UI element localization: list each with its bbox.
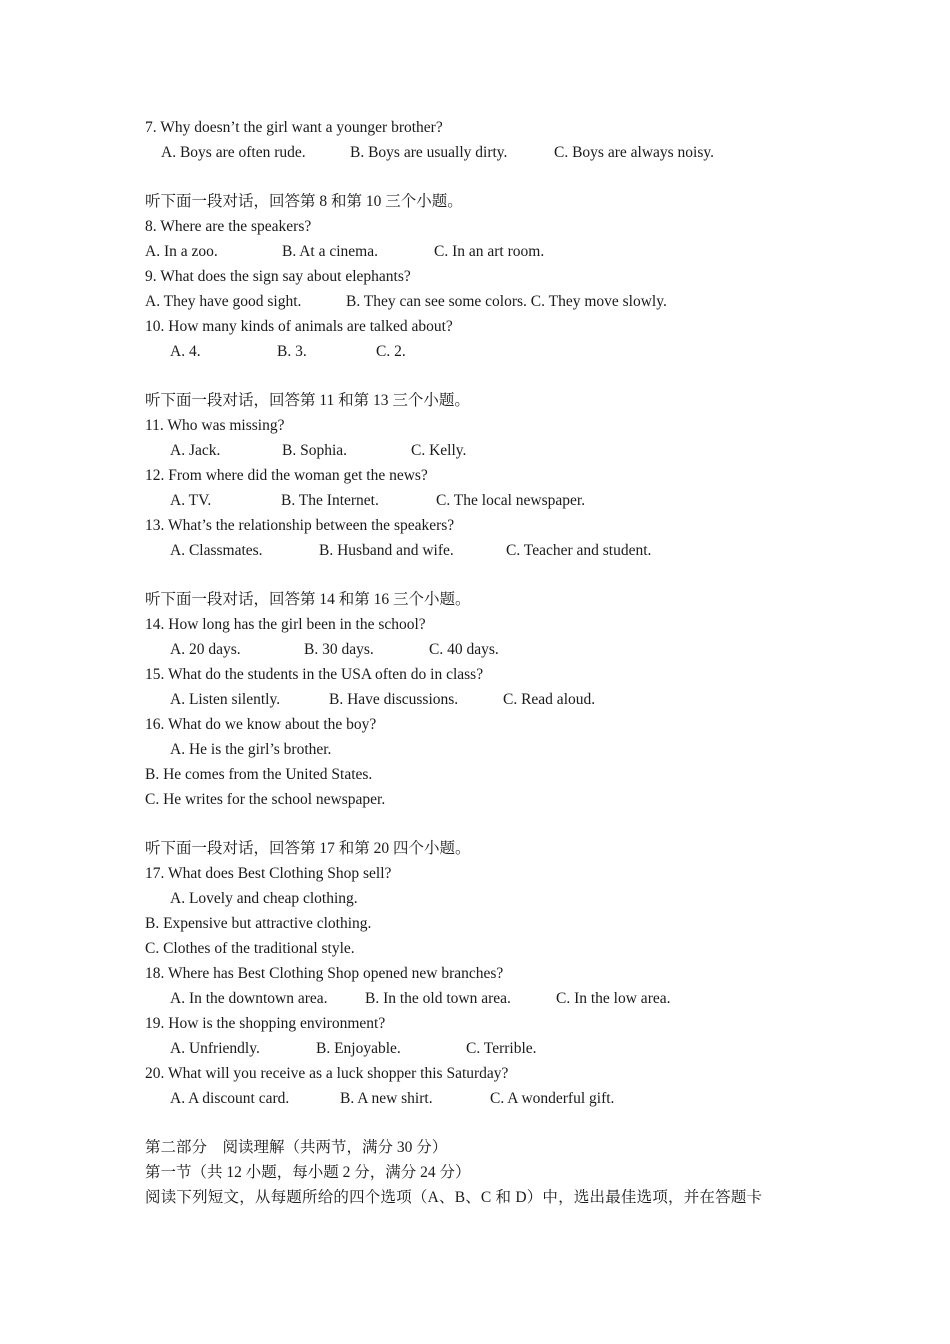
q20-option-a: A. A discount card. — [170, 1090, 290, 1107]
q12-option-a: A. TV. — [170, 492, 212, 509]
q20-option-c: C. A wonderful gift. — [490, 1090, 615, 1107]
question-7: 7. Why doesn’t the girl want a younger brother? — [145, 119, 443, 136]
q12-option-c: C. The local newspaper. — [436, 492, 586, 509]
q7-option-c: C. Boys are always noisy. — [554, 144, 715, 161]
q17-option-a: A. Lovely and cheap clothing. — [170, 890, 358, 907]
part2-instruction: 阅读下列短文，从每题所给的四个选项（A、B、C 和 D）中，选出最佳选项，并在答题卡 — [145, 1189, 763, 1206]
question-9: 9. What does the sign say about elephants? — [145, 268, 411, 285]
question-18: 18. Where has Best Clothing Shop opened new branches? — [145, 965, 504, 982]
q10-option-c: C. 2. — [376, 343, 406, 360]
question-15: 15. What do the students in the USA often do in class? — [145, 666, 484, 683]
q15-option-a: A. Listen silently. — [170, 691, 281, 708]
q9-option-b-c: B. They can see some colors. C. They move slowly. — [346, 293, 667, 310]
q16-option-b: B. He comes from the United States. — [145, 766, 373, 783]
q11-option-a: A. Jack. — [170, 442, 221, 459]
q15-option-c: C. Read aloud. — [503, 691, 596, 708]
question-8: 8. Where are the speakers? — [145, 218, 312, 235]
part2-heading: 第二部分 阅读理解（共两节，满分 30 分） — [145, 1139, 448, 1156]
q13-option-a: A. Classmates. — [170, 542, 263, 559]
q14-option-a: A. 20 days. — [170, 641, 241, 658]
q12-option-b: B. The Internet. — [281, 492, 379, 509]
q19-option-b: B. Enjoyable. — [316, 1040, 401, 1057]
question-10: 10. How many kinds of animals are talked about? — [145, 318, 453, 335]
q17-option-b: B. Expensive but attractive clothing. — [145, 915, 372, 932]
q14-option-c: C. 40 days. — [429, 641, 499, 658]
q10-option-b: B. 3. — [277, 343, 307, 360]
part2-subheading: 第一节（共 12 小题，每小题 2 分，满分 24 分） — [145, 1164, 471, 1181]
q8-option-c: C. In an art room. — [434, 243, 545, 260]
q19-option-a: A. Unfriendly. — [170, 1040, 260, 1057]
q17-option-c: C. Clothes of the traditional style. — [145, 940, 355, 957]
q14-option-b: B. 30 days. — [304, 641, 374, 658]
q15-option-b: B. Have discussions. — [329, 691, 459, 708]
q9-option-a: A. They have good sight. — [145, 293, 302, 310]
q16-option-a: A. He is the girl’s brother. — [170, 741, 332, 758]
q20-option-b: B. A new shirt. — [340, 1090, 433, 1107]
section-instruction-14-16: 听下面一段对话，回答第 14 和第 16 三个小题。 — [145, 591, 471, 608]
section-instruction-8-10: 听下面一段对话，回答第 8 和第 10 三个小题。 — [145, 193, 463, 210]
question-14: 14. How long has the girl been in the school? — [145, 616, 426, 633]
section-instruction-11-13: 听下面一段对话，回答第 11 和第 13 三个小题。 — [145, 392, 470, 409]
q13-option-c: C. Teacher and student. — [506, 542, 652, 559]
q16-option-c: C. He writes for the school newspaper. — [145, 791, 386, 808]
question-11: 11. Who was missing? — [145, 417, 285, 434]
q18-option-a: A. In the downtown area. — [170, 990, 328, 1007]
q19-option-c: C. Terrible. — [466, 1040, 537, 1057]
question-16: 16. What do we know about the boy? — [145, 716, 377, 733]
q10-option-a: A. 4. — [170, 343, 201, 360]
q13-option-b: B. Husband and wife. — [319, 542, 454, 559]
q18-option-c: C. In the low area. — [556, 990, 671, 1007]
q7-option-b: B. Boys are usually dirty. — [350, 144, 508, 161]
q11-option-c: C. Kelly. — [411, 442, 467, 459]
q18-option-b: B. In the old town area. — [365, 990, 511, 1007]
q11-option-b: B. Sophia. — [282, 442, 348, 459]
question-17: 17. What does Best Clothing Shop sell? — [145, 865, 392, 882]
section-instruction-17-20: 听下面一段对话，回答第 17 和第 20 四个小题。 — [145, 840, 471, 857]
question-19: 19. How is the shopping environment? — [145, 1015, 386, 1032]
question-20: 20. What will you receive as a luck shopper this Saturday? — [145, 1065, 509, 1082]
q7-option-a: A. Boys are often rude. — [161, 144, 306, 161]
q8-option-a: A. In a zoo. — [145, 243, 218, 260]
question-12: 12. From where did the woman get the news? — [145, 467, 428, 484]
question-13: 13. What’s the relationship between the speakers? — [145, 517, 455, 534]
q8-option-b: B. At a cinema. — [282, 243, 378, 260]
